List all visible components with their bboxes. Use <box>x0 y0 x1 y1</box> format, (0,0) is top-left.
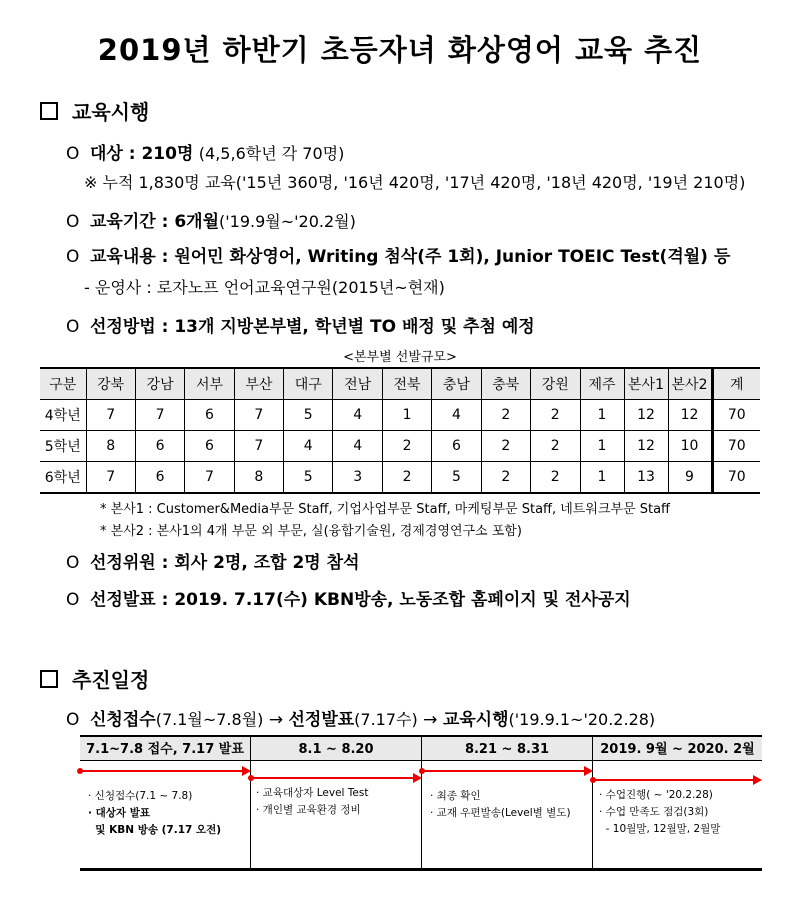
operator-note: - 운영사 : 로자노프 언어교육연구원(2015년~현재) <box>84 278 445 297</box>
list-item: · 수업진행( ~ '20.2.28) <box>599 789 713 801</box>
phase-header: 2019. 9월 ~ 2020. 2월 <box>592 735 762 761</box>
table-cell: 4 <box>333 431 382 462</box>
phase2-items <box>256 785 368 819</box>
step2-detail: (7.17수) <box>354 710 418 729</box>
table-cell: 2 <box>531 400 580 431</box>
table-cell: 2 <box>531 462 580 494</box>
table-cell: 6 <box>135 431 184 462</box>
table-cell: 10 <box>668 431 712 462</box>
table-cell: 13 <box>624 462 668 494</box>
square-bullet-icon <box>40 102 58 120</box>
committee-label: 선정위원 : 회사 2명, 조합 2명 참석 <box>90 553 360 573</box>
table-header-cell: 전남 <box>333 368 382 400</box>
target-label: 대상 : 210명 <box>90 144 194 164</box>
arrow-right-icon: → <box>423 710 438 730</box>
table-cell: 6 <box>185 431 234 462</box>
content-line <box>66 242 730 267</box>
section-heading-schedule <box>40 664 149 693</box>
table-header-cell: 제주 <box>580 368 624 400</box>
list-item: · 수업 만족도 점검(3회) <box>599 806 709 818</box>
period-line <box>66 207 356 232</box>
table-cell: 4 <box>432 400 481 431</box>
period-detail: ('19.9월~'20.2월) <box>219 212 356 231</box>
phase-divider <box>592 735 593 869</box>
list-item: · 교재 우편발송(Level별 별도) <box>430 807 571 819</box>
table-cell: 12 <box>624 431 668 462</box>
table-cell: 5학년 <box>40 431 86 462</box>
method-label: 선정방법 : 13개 지방본부별, 학년별 TO 배정 및 추첨 예정 <box>90 317 535 337</box>
table-cell: 7 <box>86 400 135 431</box>
table-cell: 7 <box>234 400 283 431</box>
timeline-bottom-rule <box>80 868 762 871</box>
list-item: · 대상자 발표 <box>88 807 151 819</box>
table-header-cell: 부산 <box>234 368 283 400</box>
table-header-cell: 본사2 <box>668 368 712 400</box>
table-cell: 2 <box>481 431 530 462</box>
arrow-head-icon <box>753 775 762 785</box>
table-cell: 8 <box>86 431 135 462</box>
circle-bullet-icon: O <box>66 247 80 267</box>
table-cell: 9 <box>668 462 712 494</box>
table-header-cell: 강원 <box>531 368 580 400</box>
circle-bullet-icon: O <box>66 212 80 232</box>
circle-bullet-icon: O <box>66 144 80 164</box>
table-note-1: * 본사1 : Customer&Media부문 Staff, 기업사업부문 Staff, 마케팅부문 Staff, 네트워크부문 Staff <box>100 502 671 517</box>
phase4-items <box>599 787 720 838</box>
table-cell: 3 <box>333 462 382 494</box>
list-item: · 교육대상자 Level Test <box>256 787 369 799</box>
table-header-cell: 서부 <box>185 368 234 400</box>
list-item: · 신청접수(7.1 ~ 7.8) <box>88 790 193 802</box>
step1-detail: (7.1월~7.8월) <box>155 710 264 729</box>
arrow-head-icon <box>413 773 422 783</box>
timeline-arrow <box>80 770 242 772</box>
circle-bullet-icon: O <box>66 710 80 730</box>
table-header-cell: 대구 <box>284 368 333 400</box>
table-cell: 6학년 <box>40 462 86 494</box>
circle-bullet-icon: O <box>66 590 80 610</box>
table-cell: 4학년 <box>40 400 86 431</box>
target-note: ※ 누적 1,830명 교육('15년 360명, '16년 420명, '17년 420명, '18년 420명, '19년 210명) <box>84 173 746 192</box>
table-header-cell: 강남 <box>135 368 184 400</box>
table-row <box>40 462 760 494</box>
table-cell: 2 <box>481 400 530 431</box>
table-cell: 4 <box>333 400 382 431</box>
table-cell: 7 <box>234 431 283 462</box>
table-cell: 6 <box>432 431 481 462</box>
step3-detail: ('19.9.1~'20.2.28) <box>508 710 656 729</box>
arrow-right-icon: → <box>268 710 284 730</box>
table-cell: 12 <box>624 400 668 431</box>
table-cell: 2 <box>382 431 431 462</box>
table-cell: 70 <box>712 400 760 431</box>
table-cell: 6 <box>185 400 234 431</box>
table-cell: 7 <box>135 400 184 431</box>
method-line <box>66 312 535 337</box>
committee-line <box>66 548 360 573</box>
table-header-cell: 구분 <box>40 368 86 400</box>
table-header-cell: 충남 <box>432 368 481 400</box>
step3-label: 교육시행 <box>442 710 509 730</box>
content-label: 교육내용 : 원어민 화상영어, Writing 첨삭(주 1회), Junior TOEIC Test(격월) 등 <box>90 247 731 267</box>
table-header-cell: 전북 <box>382 368 431 400</box>
table-cell: 7 <box>185 462 234 494</box>
step1-label: 신청접수 <box>90 710 156 730</box>
period-label: 교육기간 : 6개월 <box>90 212 219 232</box>
table-header-cell: 본사1 <box>624 368 668 400</box>
table-cell: 2 <box>481 462 530 494</box>
list-item: 및 KBN 방송 (7.17 오전) <box>88 824 222 836</box>
table-cell: 8 <box>234 462 283 494</box>
square-bullet-icon <box>40 670 58 688</box>
timeline-arrow <box>422 770 584 772</box>
list-item: · 개인별 교육환경 정비 <box>256 804 361 816</box>
list-item: - 10월말, 12월말, 2월말 <box>599 823 721 835</box>
table-row <box>40 431 760 462</box>
arrow-head-icon <box>584 766 593 776</box>
phase-header: 7.1~7.8 접수, 7.17 발표 <box>80 735 250 761</box>
step2-label: 선정발표 <box>288 710 355 730</box>
announce-label: 선정발표 : 2019. 7.17(수) KBN방송, 노동조합 홈페이지 및 전사공지 <box>90 590 631 610</box>
table-cell: 6 <box>135 462 184 494</box>
target-detail: (4,5,6학년 각 70명) <box>198 144 345 163</box>
table-cell: 1 <box>382 400 431 431</box>
table-row <box>40 400 760 431</box>
section-heading-text: 교육시행 <box>72 100 150 124</box>
circle-bullet-icon: O <box>66 317 80 337</box>
phase-header: 8.21 ~ 8.31 <box>421 735 592 761</box>
list-item: · 최종 확인 <box>430 790 481 802</box>
table-header-row <box>40 368 760 400</box>
phase3-items <box>430 788 571 822</box>
phase-divider <box>250 735 251 869</box>
table-header-cell: 강북 <box>86 368 135 400</box>
table-header-cell: 충북 <box>481 368 530 400</box>
table-cell: 70 <box>712 462 760 494</box>
table-cell: 12 <box>668 400 712 431</box>
circle-bullet-icon: O <box>66 553 80 573</box>
page-title: 2019년 하반기 초등자녀 화상영어 교육 추진 <box>97 33 703 67</box>
table-note-2: * 본사2 : 본사1의 4개 부문 외 부문, 실(융합기술원, 경제경영연구소 포함) <box>100 524 522 539</box>
table-cell: 2 <box>382 462 431 494</box>
table-cell: 4 <box>284 431 333 462</box>
table-cell: 5 <box>284 462 333 494</box>
announce-line <box>66 585 631 610</box>
selection-table <box>40 367 760 494</box>
table-cell: 5 <box>432 462 481 494</box>
schedule-summary-line <box>66 705 655 730</box>
table-caption: <본부별 선발규모> <box>343 350 457 365</box>
section-heading-education <box>40 96 149 125</box>
section-heading-text: 추진일정 <box>72 668 150 692</box>
phase-divider <box>421 735 422 869</box>
phase1-items <box>88 788 221 839</box>
table-cell: 5 <box>284 400 333 431</box>
table-header-cell: 계 <box>712 368 760 400</box>
timeline-arrow <box>593 779 753 781</box>
table-cell: 7 <box>86 462 135 494</box>
timeline-arrow <box>251 777 413 779</box>
table-cell: 1 <box>580 431 624 462</box>
table-cell: 1 <box>580 400 624 431</box>
table-cell: 2 <box>531 431 580 462</box>
table-cell: 70 <box>712 431 760 462</box>
target-line <box>66 139 344 164</box>
phase-header: 8.1 ~ 8.20 <box>250 735 421 761</box>
table-cell: 1 <box>580 462 624 494</box>
